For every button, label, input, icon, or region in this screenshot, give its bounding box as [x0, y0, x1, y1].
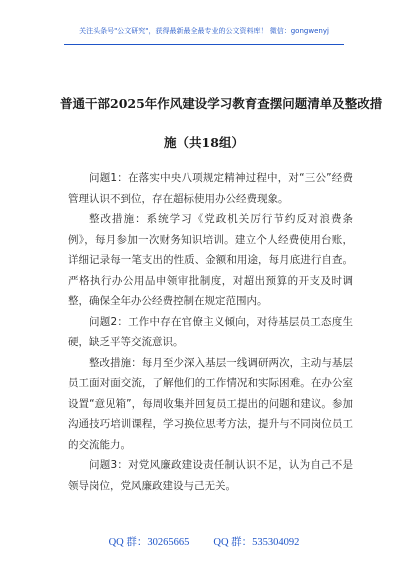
- paragraph-problem-1: 问题1：在落实中央八项规定精神过程中，对“三公”经费管理认识不到位，存在超标使用办公经费现象。: [68, 172, 353, 205]
- footer-qq-group-2: QQ 群：535304092: [213, 537, 300, 548]
- paragraph-measures-1: 整改措施：系统学习《党政机关厉行节约反对浪费条例》，每月参加一次财务知识培训。建立个人经费使用台账，详细记录每一笔支出的性质、金额和用途，每月底进行自查。严格执行办公用品申领审批制度，对超出预算的开支及时调整，确保全年办公经费控制在规定范围内。: [68, 213, 353, 307]
- footer: [0, 534, 408, 549]
- document-title-line-2: 施（共18组）: [164, 135, 244, 150]
- paragraph-measures-2: 整改措施：每月至少深入基层一线调研两次，主动与基层员工面对面交流，了解他们的工作情况和实际困难。在办公室设置“意见箱”，每周收集并回复员工提出的问题和建议。参加沟通技巧培训课程，学习换位思考方法，提升与不同岗位员工的交流能力。: [68, 356, 353, 451]
- footer-qq-group-1: QQ 群：30265665: [108, 537, 190, 548]
- paragraph-problem-2: 问题2：工作中存在官僚主义倾向，对待基层员工态度生硬，缺乏平等交流意识。: [68, 315, 353, 348]
- header-note: 关注头条号"公文研究"，获得最新最全最专业的公文资料库！ 微信：gongwenyj: [79, 27, 329, 35]
- document-body: [68, 168, 353, 496]
- document-title-line-1: 普通干部2025年作风建设学习教育查摆问题清单及整改措: [60, 96, 383, 111]
- header-divider: [64, 44, 344, 45]
- paragraph-problem-3: 问题3：对党风廉政建设责任制认识不足，认为自己不是领导岗位，党风廉政建设与己无关。: [68, 459, 353, 492]
